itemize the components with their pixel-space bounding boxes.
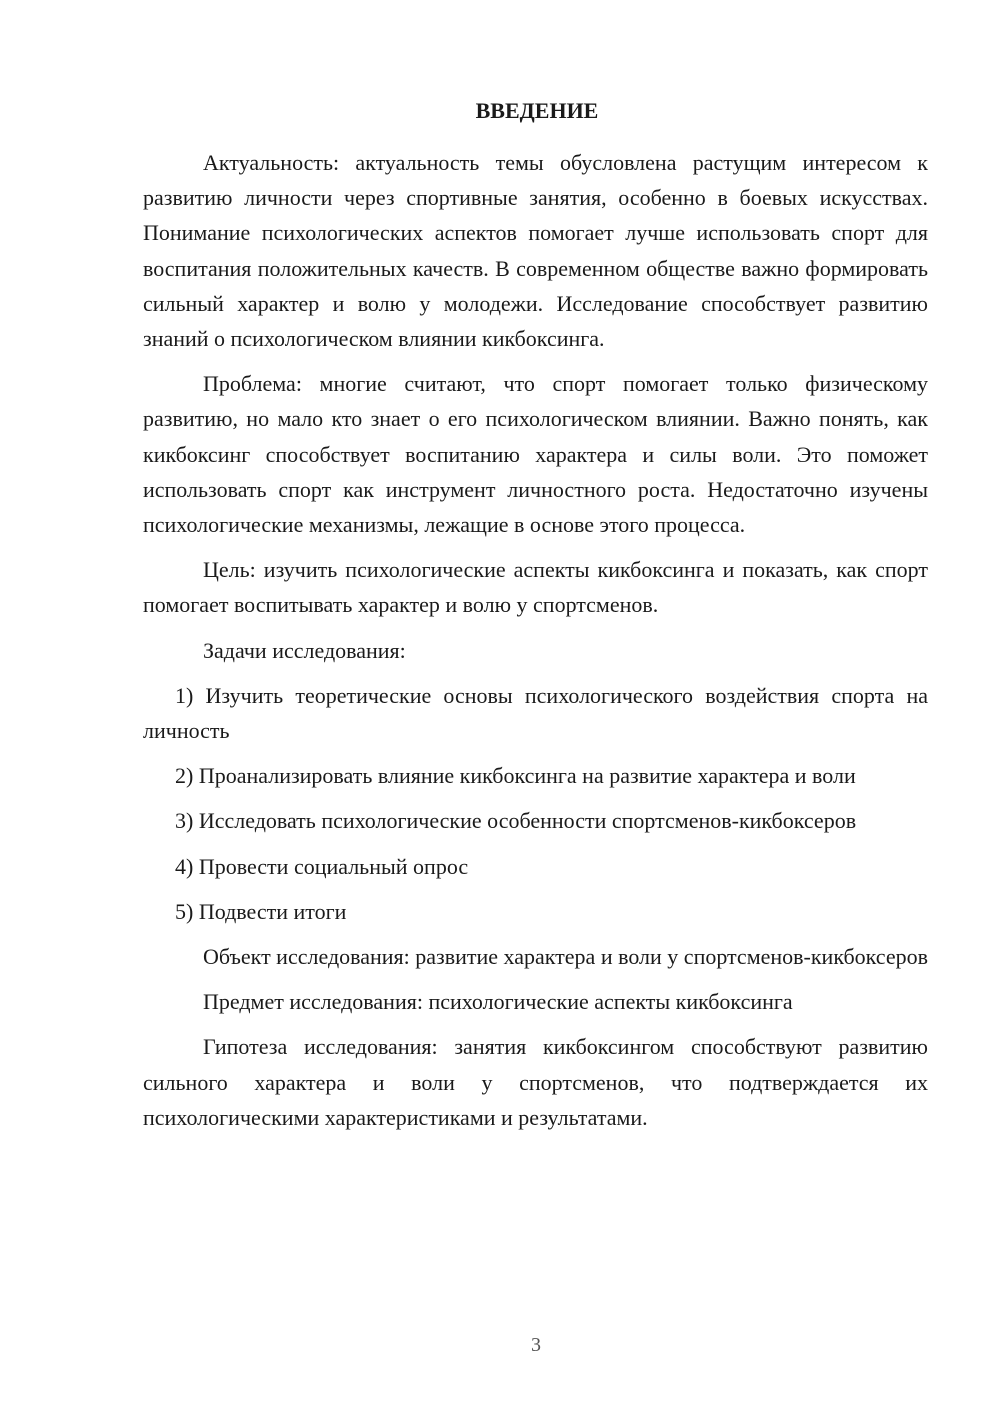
hypothesis-paragraph: Гипотеза исследования: занятия кикбоксингом способствуют развитию сильного характера и воли у спортсменов, что подтверждается их психологическими характеристиками и результатами.: [143, 1034, 928, 1130]
task-item-3: 3) Исследовать психологические особенности спортсменов-кикбоксеров: [175, 808, 857, 834]
task-item-5: 5) Подвести итоги: [175, 898, 347, 924]
tasks-heading: Задачи исследования:: [203, 637, 406, 663]
task-item-2: 2) Проанализировать влияние кикбоксинга на развитие характера и воли: [175, 763, 856, 789]
object-paragraph: Объект исследования: развитие характера и воли у спортсменов-кикбоксеров: [203, 944, 928, 970]
relevance-paragraph: Актуальность: актуальность темы обусловлена растущим интересом к развитию личности через спортивные занятия, особенно в боевых искусствах. Понимание психологических аспектов помогает лучше использовать спорт для воспитания положительных качеств. В современном обществе важно формировать сильный характер и волю у молодежи. Исследование способствует развитию знаний о психологическом влиянии кикбоксинга.: [143, 150, 928, 352]
subject-paragraph: Предмет исследования: психологические аспекты кикбоксинга: [203, 989, 793, 1015]
page-number: 3: [531, 1334, 541, 1356]
goal-paragraph: Цель: изучить психологические аспекты кикбоксинга и показать, как спорт помогает воспитывать характер и волю у спортсменов.: [143, 557, 928, 618]
task-item-1: 1) Изучить теоретические основы психологического воздействия спорта на личность: [143, 682, 928, 744]
task-item-4: 4) Провести социальный опрос: [175, 853, 469, 879]
problem-paragraph: Проблема: многие считают, что спорт помогает только физическому развитию, но мало кто знает о его психологическом влиянии. Важно понять, как кикбоксинг способствует воспитанию характера и силы воли. Это поможет использовать спорт как инструмент личностного роста. Недостаточно изучены психологические механизмы, лежащие в основе этого процесса.: [143, 371, 928, 538]
page-title: ВВЕДЕНИЕ: [475, 98, 599, 123]
